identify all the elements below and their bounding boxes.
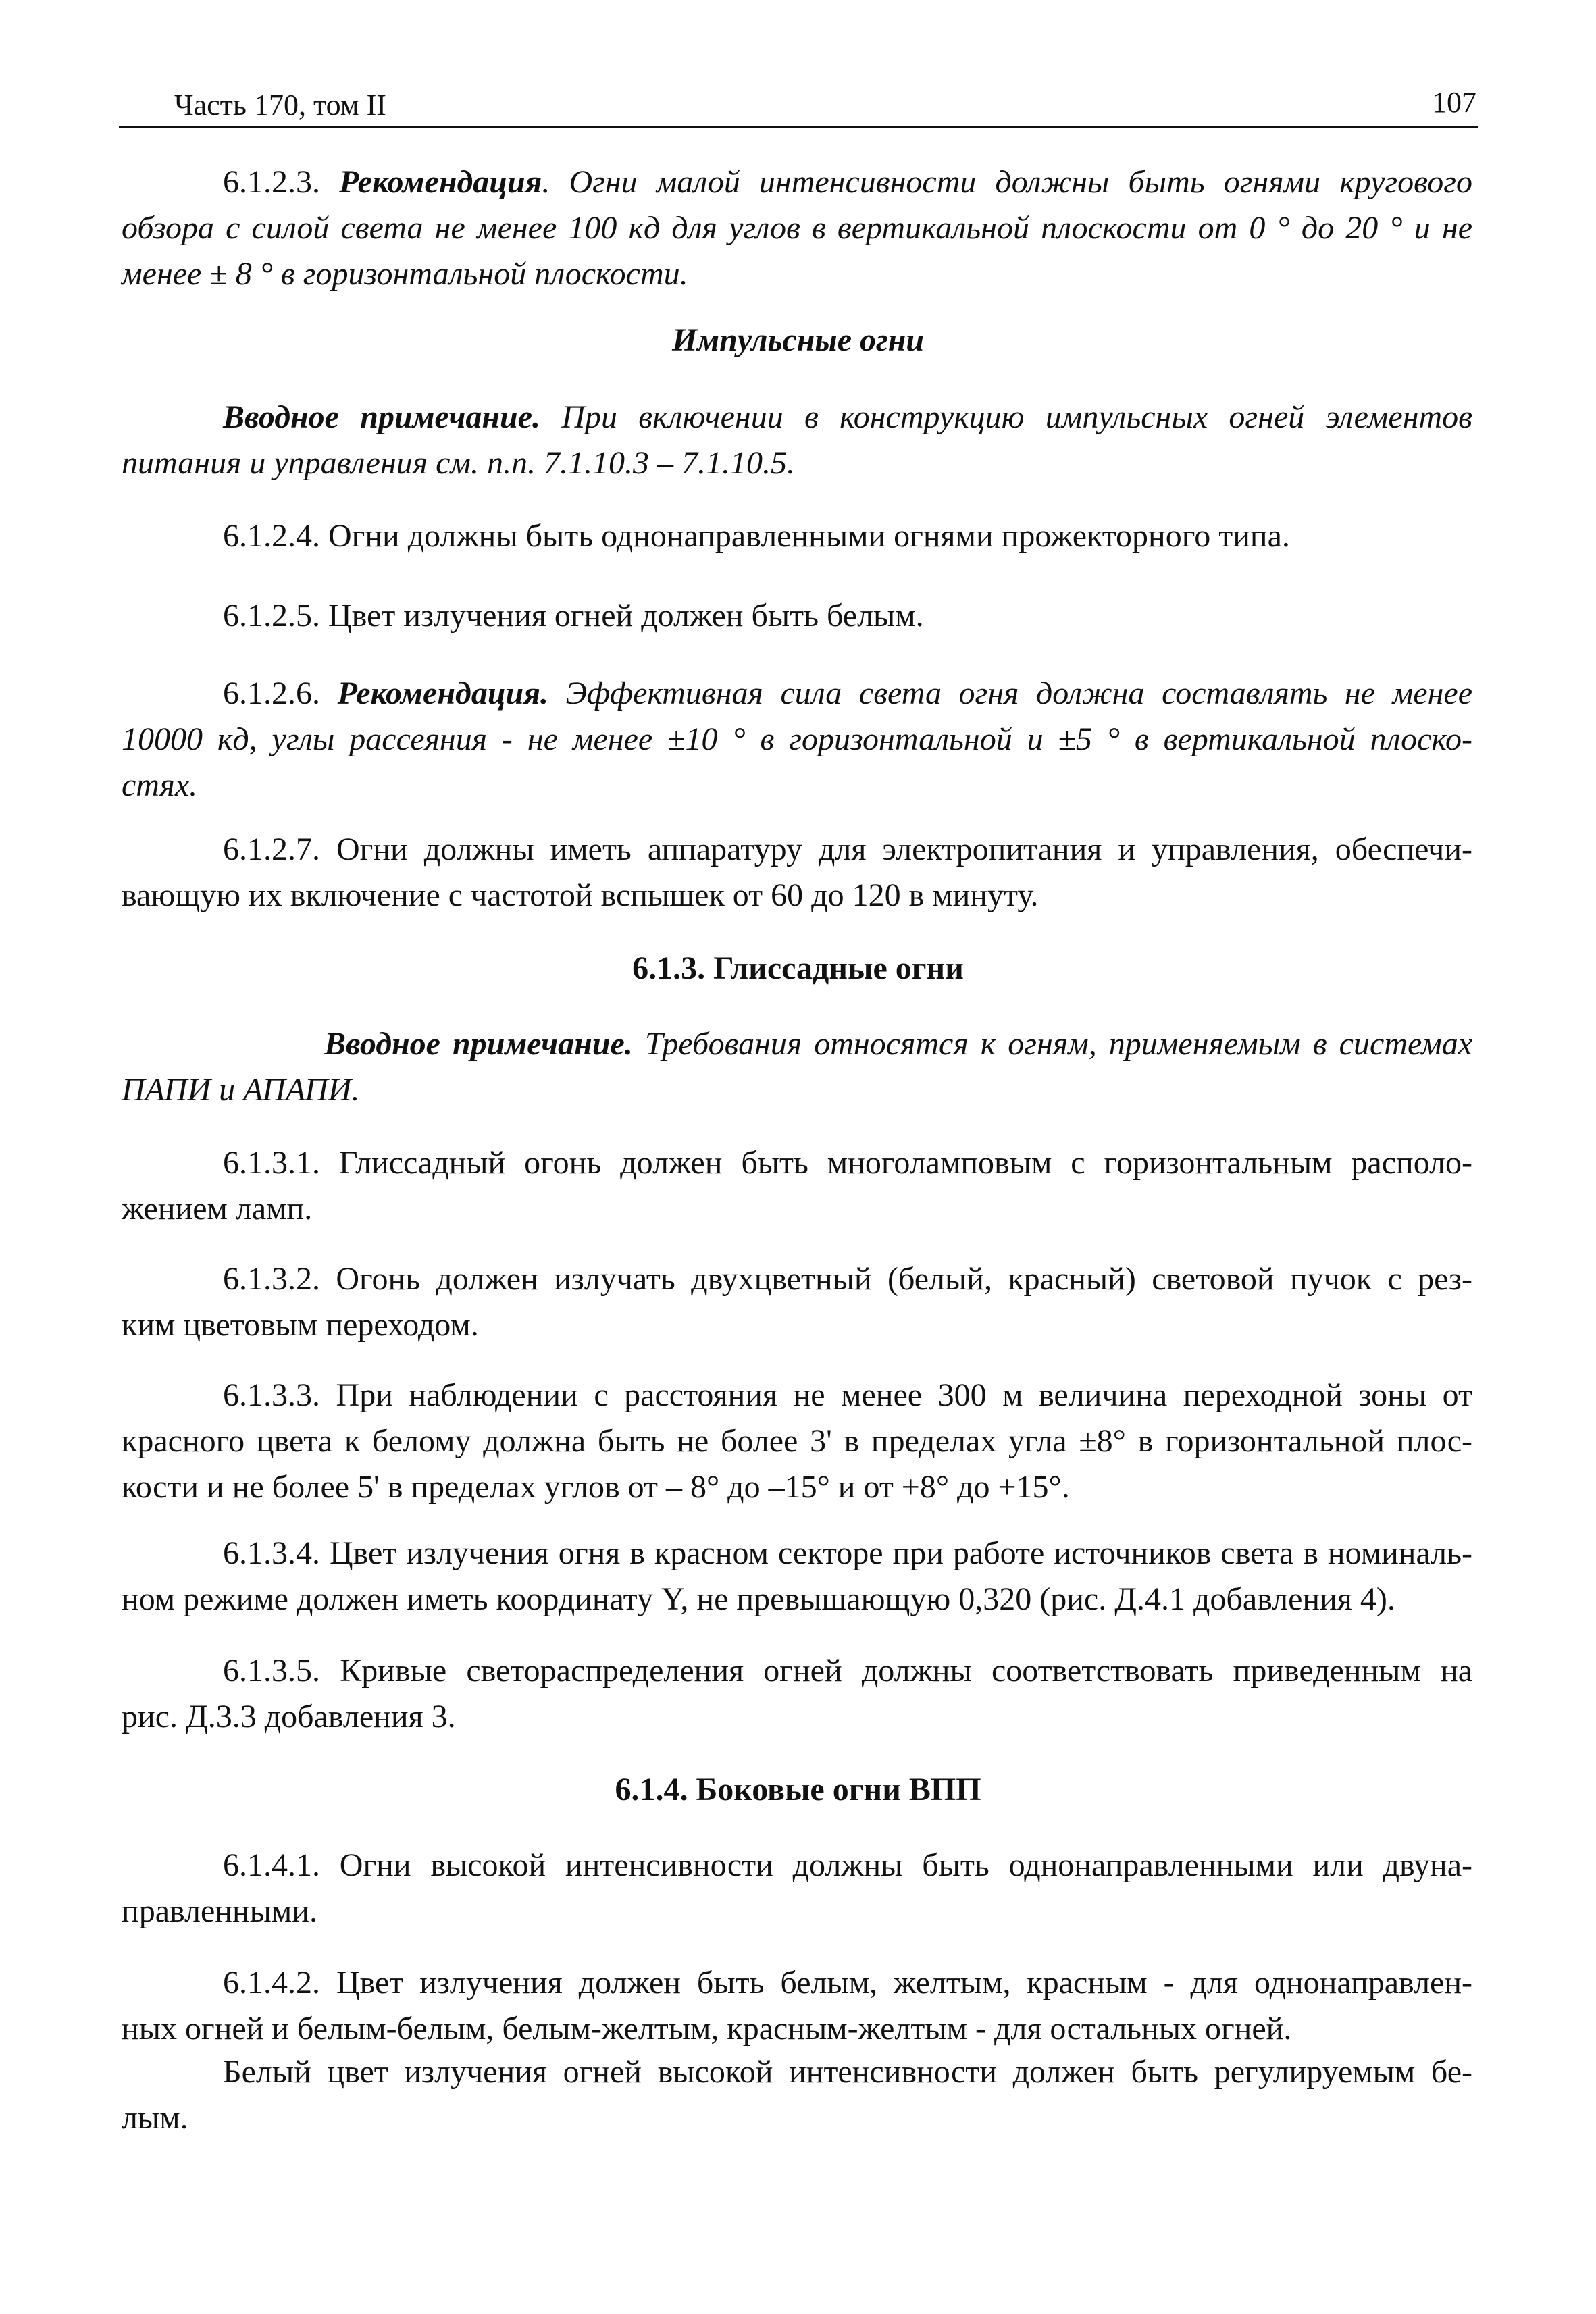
paragraph-6-1-3-4: 6.1.3.4. Цвет излучения огня в красном секторе при работе источников света в номиналь- ном режиме должен иметь координату Y, не превышающую 0,320 (рис. Д.4.1 добавления 4). (122, 1535, 1472, 1617)
recommendation-label: Рекомендация. (337, 675, 548, 711)
header-rule (119, 126, 1478, 128)
paragraph-6-1-2-7: 6.1.2.7. Огни должны иметь аппаратуру для электропитания и управления, обеспечи- вающую их включение с частотой вспышек от 60 до 120 в минуту. (122, 831, 1472, 913)
paragraph-6-1-3-5: 6.1.3.5. Кривые светораспределения огней должны соответствовать приведенным на рис. Д.3.3 добавления 3. (122, 1653, 1472, 1734)
section-heading-6-1-4: 6.1.4. Боковые огни ВПП (615, 1772, 981, 1807)
paragraph-6-1-2-4: 6.1.2.4. Огни должны быть однонаправленными огнями прожекторного типа. (223, 518, 1290, 554)
clause-number: 6.1.2.3. (223, 164, 340, 200)
paragraph-6-1-4-2: 6.1.4.2. Цвет излучения должен быть белым, желтым, красным - для однонаправлен- ных огней и белым-белым, белым-желтым, красным-желтым - для остальных огней. (122, 1965, 1472, 2047)
subheading-impulse-lights: Импульсные огни (671, 322, 925, 358)
paragraph-6-1-3-3: 6.1.3.3. При наблюдении с расстояния не менее 300 м величина переходной зоны от красного цвета к белому должна быть не более 3' в пределах угла ±8° в горизонтальной плос- кости и не более 5' в пределах углов от – 8° до –15° и от +8° до +15°. (122, 1377, 1472, 1505)
paragraph-6-1-4-1: 6.1.4.1. Огни высокой интенсивности должны быть однонаправленными или двуна- правленными. (122, 1847, 1472, 1929)
section-heading-6-1-3: 6.1.3. Глиссадные огни (632, 950, 964, 986)
paragraph-6-1-3-1: 6.1.3.1. Глиссадный огонь должен быть многоламповым с горизонтальным располо- жением ламп. (122, 1145, 1472, 1227)
intro-note-impulse: Вводное примечание. При включении в конструкцию импульсных огней элементов питания и управления см. п.п. 7.1.10.3 – 7.1.10.5. (122, 399, 1472, 481)
recommendation-label: Рекомендация (339, 164, 542, 200)
paragraph-6-1-2-3: 6.1.2.3. Рекомендация. Огни малой интенсивности должны быть огнями кругового обзора с силой света не менее 100 кд для углов в вертикальной плоскости от 0 ° до 20 ° и не менее ± 8 ° в горизонтальной плоскости. (122, 164, 1473, 292)
running-header: Часть 170, том II (174, 88, 386, 122)
note-label: Вводное примечание. (223, 399, 541, 435)
paragraph-6-1-3-2: 6.1.3.2. Огонь должен излучать двухцветный (белый, красный) световой пучок с рез- ким цветовым переходом. (122, 1261, 1472, 1343)
paragraph-white-color: Белый цвет излучения огней высокой интенсивности должен быть регулируемым бе- лым. (122, 2054, 1472, 2136)
paragraph-6-1-2-6: 6.1.2.6. Рекомендация. Эффективная сила света огня должна составлять не менее 10000 кд, углы рассеяния - не менее ±10 ° в горизонтальной и ±5 ° в вертикальной плоско- стях. (122, 675, 1473, 803)
clause-number: 6.1.2.6. (223, 675, 338, 711)
intro-note-glide-slope: Вводное примечание. Требования относятся к огням, применяемым в системах ПАПИ и АПАПИ. (122, 1026, 1473, 1108)
page-number: 107 (1432, 86, 1476, 119)
note-label: Вводное примечание. (324, 1026, 633, 1062)
paragraph-6-1-2-5: 6.1.2.5. Цвет излучения огней должен быть белым. (223, 598, 924, 634)
